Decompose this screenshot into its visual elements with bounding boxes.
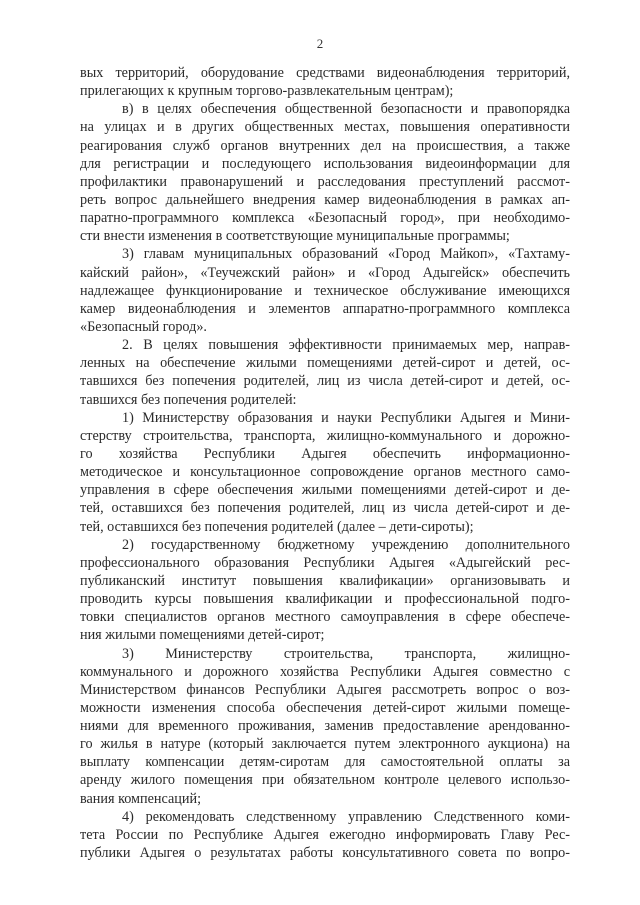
text-line: публики Адыгея о результатах работы консультативного совета по вопро-	[80, 845, 570, 862]
text-line: товки специалистов органов местного самоуправления в сфере обеспече-	[80, 609, 570, 626]
text-line: методическое и консультационное сопровождение органов местного само-	[80, 464, 570, 481]
text-line: вания компенсаций;	[80, 790, 202, 807]
text-line: реагирования служб органов внутренних дел на происшествия, а также	[80, 137, 570, 154]
text-line: тей, оставшихся без попечения родителей (далее – дети-сироты);	[80, 518, 474, 535]
text-line: аренду жилого помещения при обязательном контроле целевого использо-	[80, 772, 570, 789]
text-line: можности изменения способа обеспечения детей-сирот жилыми помеще-	[80, 699, 570, 716]
text-line: 3) главам муниципальных образований «Город Майкоп», «Тахтаму-	[122, 246, 570, 263]
page-number: 2	[316, 36, 324, 51]
text-line: тавшихся без попечения родителей:	[80, 391, 297, 408]
text-line: выплату компенсации детям-сиротам для самостоятельной оплаты за	[80, 754, 570, 771]
text-line: 2) государственному бюджетному учреждению дополнительного	[122, 536, 570, 553]
text-line: 1) Министерству образования и науки Республики Адыгея и Мини-	[122, 409, 570, 426]
text-line: го жилья в натуре (который заключается путем электронного аукциона) на	[80, 736, 570, 753]
text-line: ния жилыми помещениями детей-сирот;	[80, 627, 325, 644]
text-line: сти внести изменения в соответствующие муниципальные программы;	[80, 228, 510, 245]
text-line: 4) рекомендовать следственному управлению Следственного коми-	[122, 808, 570, 825]
text-line: го хозяйства Республики Адыгея обеспечить информационно-	[80, 445, 570, 462]
text-line: на улицах и в других общественных местах, повышения оперативности	[80, 119, 570, 136]
text-line: профессионального образования Республики Адыгея «Адыгейский рес-	[80, 554, 570, 571]
text-line: паратно-программного комплекса «Безопасный город», при необходимо-	[80, 210, 570, 227]
text-line: прилегающих к крупным торгово-развлекательным центрам);	[80, 83, 454, 100]
text-line: кайский район», «Теучежский район» и «Город Адыгейск» обеспечить	[80, 264, 570, 281]
document-body	[80, 64, 570, 862]
text-line: реть вопрос дальнейшего внедрения камер видеонаблюдения в рамках ап-	[80, 191, 570, 208]
text-line: публиканский институт повышения квалификации» организовывать и	[80, 572, 570, 589]
text-line: ниями для временного проживания, заменив предоставление арендованно-	[80, 718, 570, 735]
text-line: ленных на обеспечение жилыми помещениями детей-сирот и детей, ос-	[80, 355, 570, 372]
text-line: коммунального и дорожного хозяйства Республики Адыгея совместно с	[80, 663, 570, 680]
text-line: камер видеонаблюдения и элементов аппаратно-программного комплекса	[80, 300, 570, 317]
text-line: стерству строительства, транспорта, жилищно-коммунального и дорожно-	[80, 427, 570, 444]
text-line: для регистрации и последующего использования видеоинформации для	[80, 155, 570, 172]
text-line: 3) Министерству строительства, транспорта, жилищно-	[122, 645, 570, 662]
text-line: тета России по Республике Адыгея ежегодно информировать Главу Рес-	[80, 826, 570, 843]
text-line: вых территорий, оборудование средствами видеонаблюдения территорий,	[80, 65, 570, 81]
text-line: 2. В целях повышения эффективности принимаемых мер, направ-	[122, 337, 570, 354]
text-line: проводить курсы повышения квалификации и профессиональной подго-	[80, 591, 570, 608]
text-line: надлежащее функционирование и техническое обслуживание имеющихся	[80, 282, 570, 299]
text-line: профилактики правонарушений и расследования преступлений рассмот-	[80, 173, 570, 190]
text-line: «Безопасный город».	[80, 318, 207, 335]
text-line: в) в целях обеспечения общественной безопасности и правопорядка	[122, 101, 570, 118]
text-line: управления в сфере обеспечения жилыми помещениями детей-сирот и де-	[80, 482, 570, 499]
text-line: тавшихся без попечения родителей, лиц из числа детей-сирот и детей, ос-	[80, 373, 570, 390]
text-line: Министерством финансов Республики Адыгея рассмотреть вопрос о воз-	[80, 681, 570, 698]
text-line: тей, оставшихся без попечения родителей, лиц из числа детей-сирот и де-	[80, 500, 570, 517]
